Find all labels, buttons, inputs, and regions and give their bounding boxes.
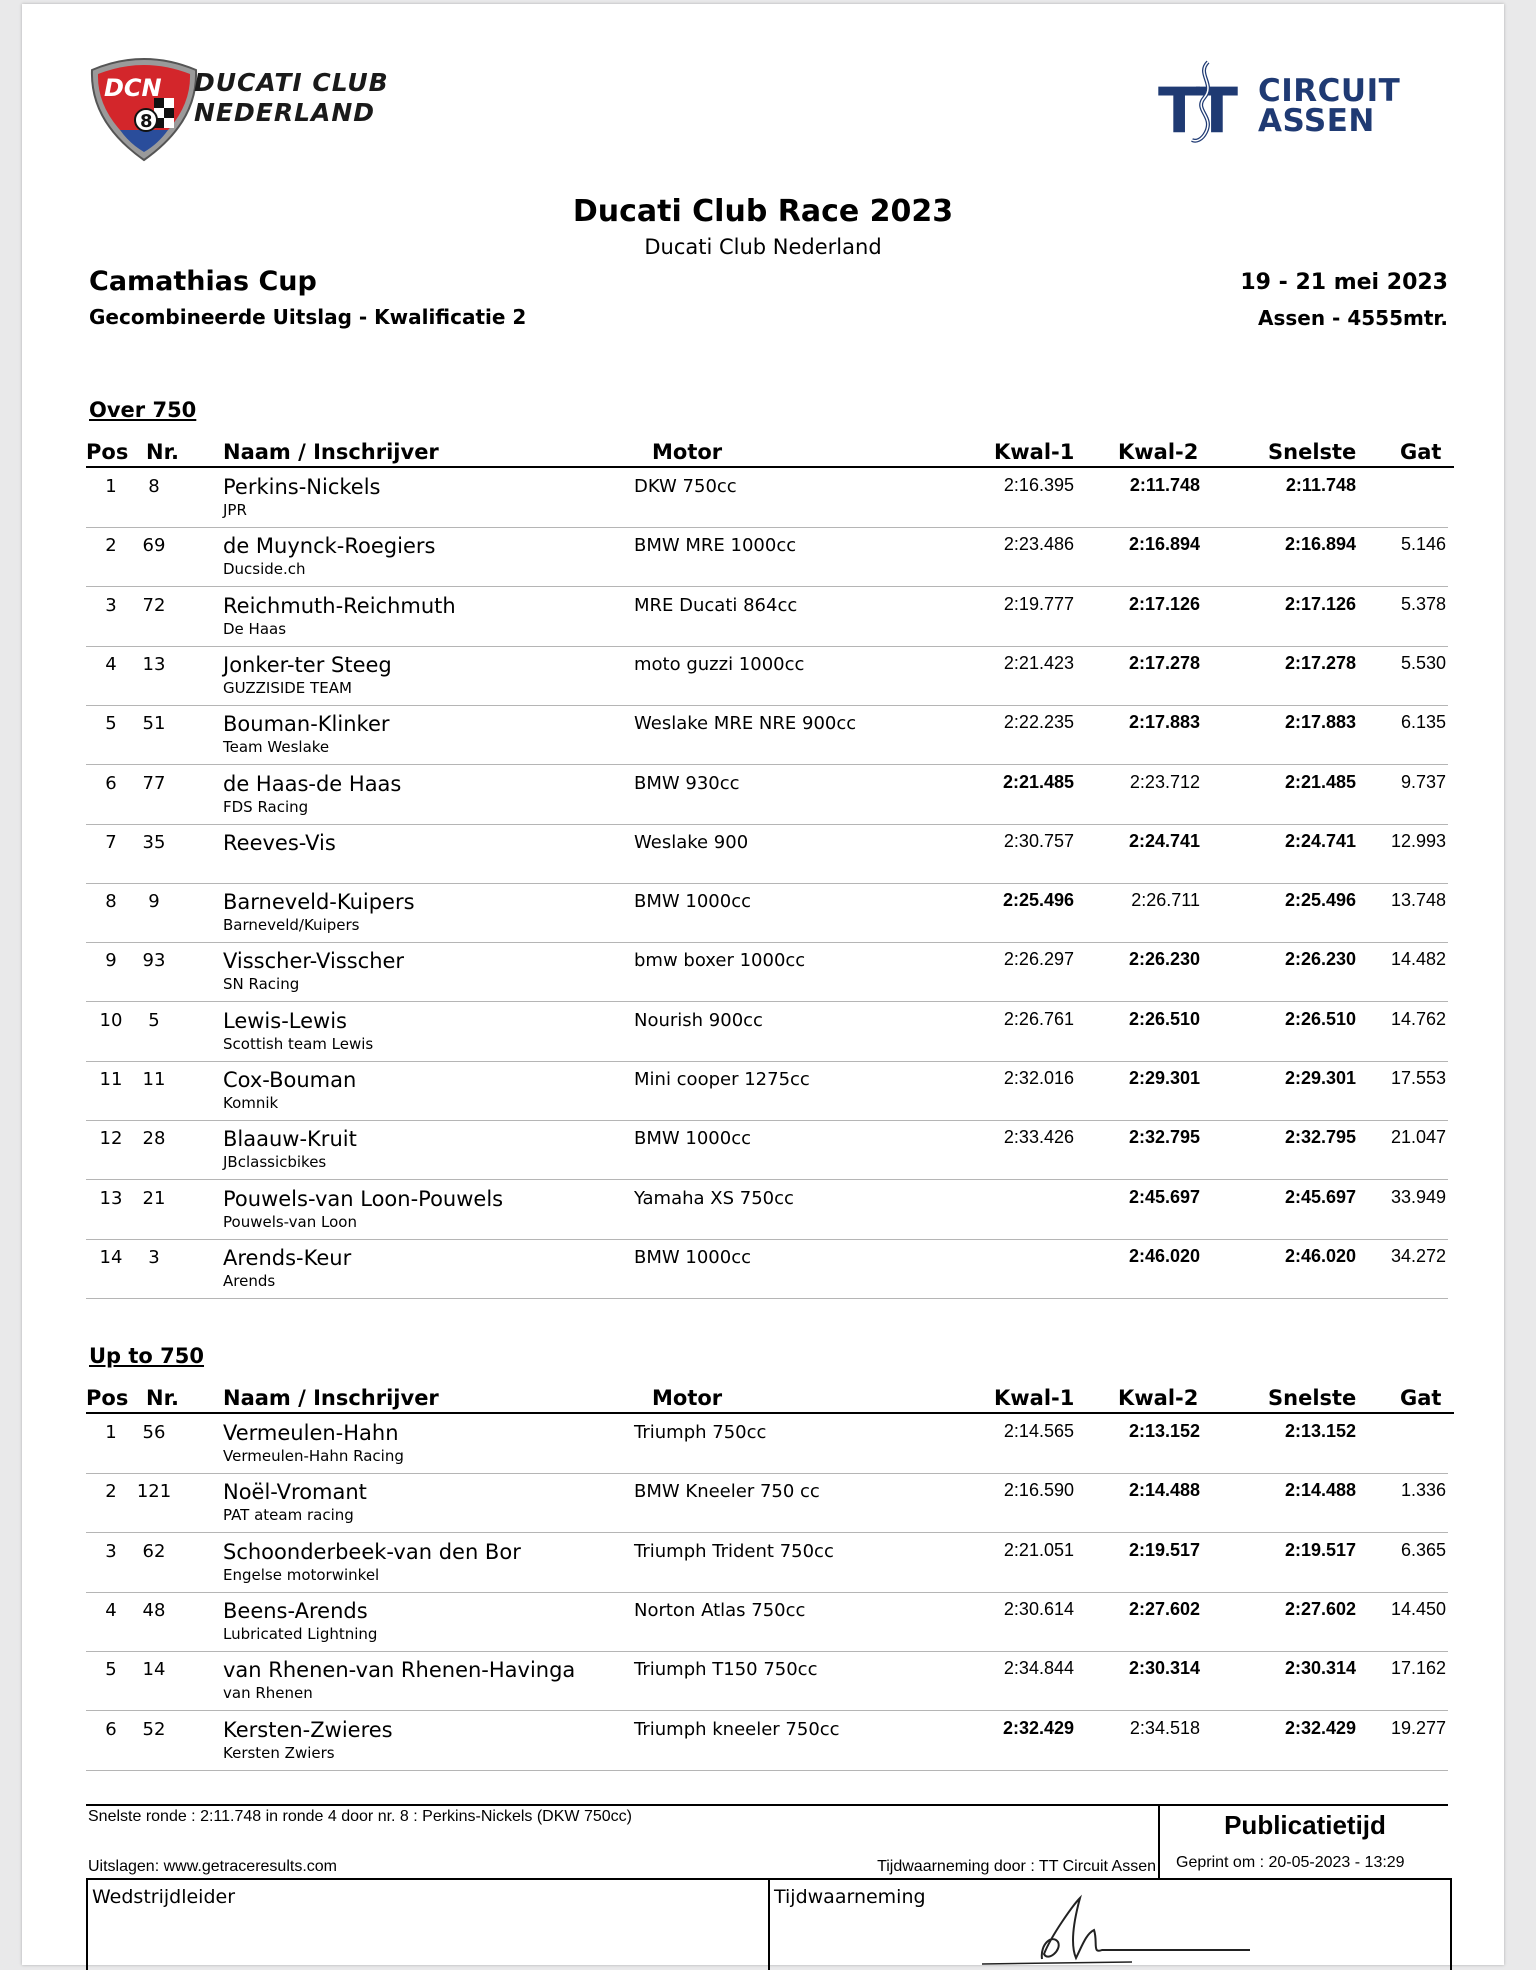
ducati-club-wordmark: DUCATI CLUB NEDERLAND bbox=[194, 68, 389, 127]
cell-name: de Muynck-Roegiers bbox=[223, 534, 436, 559]
cell-snelste: 2:24.741 bbox=[1284, 830, 1356, 851]
cell-snelste: 2:30.314 bbox=[1284, 1658, 1356, 1679]
column-header-motor: Motor bbox=[652, 1386, 723, 1410]
cell-team: Komnik bbox=[223, 1094, 279, 1112]
timing-by: Tijdwaarneming door : TT Circuit Assen bbox=[877, 1858, 1156, 1875]
cell-kwal1: 2:16.395 bbox=[1003, 475, 1074, 495]
cell-motor: bmw boxer 1000cc bbox=[634, 950, 806, 972]
cell-number: 121 bbox=[136, 1481, 172, 1503]
column-header-kwal2: Kwal-2 bbox=[1118, 1386, 1199, 1410]
cell-kwal1: 2:26.297 bbox=[1003, 949, 1074, 970]
column-header-nr: Nr. bbox=[146, 1386, 179, 1410]
cell-motor: Yamaha XS 750cc bbox=[634, 1187, 794, 1209]
cell-gap: 6.135 bbox=[1400, 712, 1446, 733]
column-header-pos: Pos bbox=[86, 440, 129, 464]
cell-kwal2: 2:13.152 bbox=[1128, 1421, 1200, 1441]
cell-snelste: 2:26.510 bbox=[1284, 1008, 1356, 1029]
cell-position: 6 bbox=[105, 1718, 117, 1740]
column-header-nr: Nr. bbox=[146, 440, 179, 464]
table-row bbox=[86, 765, 1448, 825]
cell-name: Reeves-Vis bbox=[223, 830, 336, 855]
table-row bbox=[86, 1711, 1448, 1771]
cell-team: Barneveld/Kuipers bbox=[223, 916, 360, 935]
cell-name: van Rhenen-van Rhenen-Havinga bbox=[223, 1658, 576, 1683]
cell-number: 48 bbox=[142, 1599, 166, 1621]
cell-motor: Mini cooper 1275cc bbox=[634, 1069, 810, 1090]
table-row bbox=[86, 705, 1448, 765]
cell-kwal1: 2:21.051 bbox=[1003, 1539, 1074, 1560]
cell-team: Lubricated Lightning bbox=[223, 1624, 378, 1643]
cell-position: 12 bbox=[99, 1128, 123, 1150]
cell-position: 10 bbox=[99, 1009, 123, 1031]
table-row bbox=[86, 1239, 1448, 1299]
cell-name: Arends-Keur bbox=[223, 1245, 352, 1270]
cell-team: PAT ateam racing bbox=[223, 1506, 354, 1525]
cell-kwal1: 2:25.496 bbox=[1002, 890, 1074, 911]
cell-team: Engelse motorwinkel bbox=[223, 1565, 380, 1584]
cell-gap: 14.482 bbox=[1390, 949, 1446, 970]
cell-position: 3 bbox=[105, 594, 117, 616]
column-header-pos: Pos bbox=[86, 1386, 129, 1410]
cell-kwal1: 2:21.485 bbox=[1002, 771, 1074, 792]
cell-team: Arends bbox=[223, 1271, 276, 1290]
cell-number: 93 bbox=[142, 950, 166, 972]
cell-snelste: 2:17.278 bbox=[1284, 652, 1356, 673]
cell-kwal1: 2:22.235 bbox=[1003, 712, 1074, 733]
cell-gap: 9.737 bbox=[1400, 771, 1446, 792]
column-header-name: Naam / Inschrijver bbox=[223, 440, 439, 464]
cell-number: 21 bbox=[142, 1187, 166, 1209]
cell-kwal2: 2:23.712 bbox=[1129, 771, 1200, 792]
event-dates: 19 - 21 mei 2023 bbox=[1240, 270, 1448, 295]
cell-position: 5 bbox=[105, 1659, 117, 1681]
tt-circuit-assen-logo bbox=[1156, 54, 1266, 146]
cell-gap: 21.047 bbox=[1390, 1127, 1446, 1148]
cell-gap: 34.272 bbox=[1390, 1245, 1446, 1266]
signature-scribble bbox=[982, 1884, 1252, 1969]
session-name: Gecombineerde Uitslag - Kwalificatie 2 bbox=[89, 305, 527, 329]
class-title: Over 750 bbox=[89, 398, 197, 422]
cell-motor: Triumph 750cc bbox=[634, 1422, 767, 1443]
cell-position: 2 bbox=[105, 1481, 117, 1503]
cell-motor: DKW 750cc bbox=[634, 476, 737, 497]
cell-position: 1 bbox=[105, 476, 117, 497]
cell-team: JPR bbox=[223, 501, 247, 519]
cell-number: 52 bbox=[142, 1718, 166, 1740]
table-row bbox=[86, 1533, 1448, 1593]
cell-kwal2: 2:26.711 bbox=[1131, 890, 1200, 911]
cell-number: 28 bbox=[142, 1128, 166, 1150]
cell-name: Kersten-Zwieres bbox=[223, 1717, 393, 1742]
cell-team: van Rhenen bbox=[223, 1684, 313, 1703]
cell-team: JBclassicbikes bbox=[223, 1153, 327, 1172]
cell-name: Reichmuth-Reichmuth bbox=[223, 593, 456, 618]
signature-divider bbox=[768, 1880, 770, 1970]
results-page bbox=[22, 4, 1504, 1965]
cell-gap: 13.748 bbox=[1390, 890, 1446, 911]
cell-snelste: 2:45.697 bbox=[1284, 1186, 1356, 1207]
publication-title: Publicatietijd bbox=[1224, 1810, 1386, 1840]
cell-position: 7 bbox=[105, 831, 117, 853]
ducati-club-logo bbox=[84, 52, 204, 162]
cell-snelste: 2:26.230 bbox=[1284, 949, 1356, 970]
dcn-badge-text: DCN bbox=[104, 74, 162, 102]
cell-gap: 1.336 bbox=[1400, 1480, 1446, 1501]
table-row bbox=[86, 527, 1448, 587]
table-row bbox=[86, 1473, 1448, 1533]
cell-kwal2: 2:32.795 bbox=[1128, 1127, 1200, 1148]
cell-gap: 19.277 bbox=[1390, 1717, 1446, 1738]
cell-number: 72 bbox=[142, 594, 166, 616]
cell-team: Scottish team Lewis bbox=[223, 1034, 374, 1053]
race-director-label: Wedstrijdleider bbox=[92, 1886, 236, 1908]
cell-name: Lewis-Lewis bbox=[223, 1008, 347, 1033]
cell-position: 4 bbox=[105, 1599, 117, 1621]
cell-kwal2: 2:11.748 bbox=[1129, 475, 1200, 495]
cell-name: Bouman-Klinker bbox=[223, 712, 390, 737]
cell-name: Beens-Arends bbox=[223, 1598, 368, 1623]
cell-kwal2: 2:45.697 bbox=[1128, 1186, 1200, 1207]
cell-team: Kersten Zwiers bbox=[223, 1743, 335, 1762]
table-row bbox=[86, 1180, 1448, 1240]
fastest-lap-note: Snelste ronde : 2:11.748 in ronde 4 door nr. 8 : Perkins-Nickels (DKW 750cc) bbox=[88, 1808, 632, 1825]
cell-position: 4 bbox=[105, 653, 117, 675]
cell-kwal2: 2:17.883 bbox=[1128, 712, 1200, 733]
cell-kwal2: 2:26.510 bbox=[1128, 1008, 1200, 1029]
cell-team: Pouwels-van Loon bbox=[223, 1212, 357, 1231]
cell-snelste: 2:21.485 bbox=[1284, 771, 1356, 792]
cell-team: GUZZISIDE TEAM bbox=[223, 678, 352, 697]
cell-name: Jonker-ter Steeg bbox=[223, 652, 392, 677]
event-venue: Assen - 4555mtr. bbox=[1258, 306, 1448, 330]
cell-number: 35 bbox=[142, 831, 166, 853]
cell-position: 11 bbox=[99, 1069, 123, 1090]
cell-motor: BMW 930cc bbox=[634, 772, 740, 794]
cell-gap: 5.378 bbox=[1400, 593, 1446, 614]
cell-kwal1: 2:16.590 bbox=[1003, 1480, 1074, 1501]
cell-motor: Weslake MRE NRE 900cc bbox=[634, 713, 857, 735]
cell-kwal2: 2:30.314 bbox=[1128, 1658, 1200, 1679]
cell-number: 5 bbox=[148, 1009, 160, 1031]
table-row bbox=[86, 1414, 1448, 1474]
cell-motor: BMW Kneeler 750 cc bbox=[634, 1481, 820, 1503]
cell-gap: 14.762 bbox=[1390, 1008, 1446, 1029]
column-header-gat: Gat bbox=[1400, 1386, 1442, 1410]
cell-position: 9 bbox=[105, 950, 117, 972]
table-row bbox=[86, 883, 1448, 943]
cell-snelste: 2:32.795 bbox=[1284, 1127, 1356, 1148]
cell-number: 9 bbox=[148, 891, 160, 913]
cell-motor: BMW 1000cc bbox=[634, 1246, 751, 1268]
cell-number: 11 bbox=[142, 1069, 166, 1090]
cell-snelste: 2:25.496 bbox=[1284, 890, 1356, 911]
table-row bbox=[86, 942, 1448, 1002]
cell-kwal2: 2:46.020 bbox=[1128, 1245, 1200, 1266]
cell-position: 3 bbox=[105, 1540, 117, 1562]
cell-position: 6 bbox=[105, 772, 117, 794]
cell-motor: Norton Atlas 750cc bbox=[634, 1599, 806, 1621]
cell-snelste: 2:27.602 bbox=[1284, 1598, 1356, 1619]
column-header-name: Naam / Inschrijver bbox=[223, 1386, 439, 1410]
cell-kwal2: 2:34.518 bbox=[1129, 1717, 1200, 1738]
cell-position: 1 bbox=[105, 1422, 117, 1443]
class-title: Up to 750 bbox=[89, 1344, 205, 1368]
cell-team: SN Racing bbox=[223, 975, 300, 994]
cell-kwal1: 2:14.565 bbox=[1003, 1421, 1074, 1441]
column-header-motor: Motor bbox=[652, 440, 723, 464]
cell-motor: BMW 1000cc bbox=[634, 1128, 751, 1150]
cell-snelste: 2:14.488 bbox=[1284, 1480, 1356, 1501]
cell-name: Barneveld-Kuipers bbox=[223, 890, 415, 915]
cell-gap: 5.530 bbox=[1400, 652, 1446, 673]
table-row bbox=[86, 1002, 1448, 1062]
cell-number: 3 bbox=[148, 1246, 160, 1268]
column-header-snelste: Snelste bbox=[1268, 1386, 1357, 1410]
cell-kwal2: 2:27.602 bbox=[1128, 1598, 1200, 1619]
cell-kwal1: 2:21.423 bbox=[1003, 652, 1074, 673]
cell-kwal1: 2:19.777 bbox=[1003, 593, 1074, 614]
cell-gap: 6.365 bbox=[1400, 1539, 1446, 1560]
cell-kwal1: 2:32.429 bbox=[1002, 1717, 1074, 1738]
cell-gap: 17.553 bbox=[1390, 1068, 1446, 1088]
cell-position: 8 bbox=[105, 891, 117, 913]
cell-kwal1: 2:33.426 bbox=[1003, 1127, 1074, 1148]
cell-motor: BMW MRE 1000cc bbox=[634, 535, 797, 557]
tt-circuit-wordmark: CIRCUIT ASSEN bbox=[1258, 73, 1401, 139]
cell-motor: Triumph kneeler 750cc bbox=[634, 1718, 840, 1740]
table-row bbox=[86, 1120, 1448, 1180]
cell-position: 2 bbox=[105, 535, 117, 557]
cell-kwal2: 2:17.126 bbox=[1128, 593, 1200, 614]
cell-number: 62 bbox=[142, 1540, 166, 1562]
cell-gap: 5.146 bbox=[1400, 534, 1446, 555]
cell-number: 8 bbox=[148, 476, 160, 497]
cell-snelste: 2:46.020 bbox=[1284, 1245, 1356, 1266]
cell-number: 13 bbox=[142, 653, 166, 675]
results-url: Uitslagen: www.getraceresults.com bbox=[88, 1858, 337, 1875]
cell-kwal1: 2:30.614 bbox=[1003, 1598, 1074, 1619]
cell-gap: 14.450 bbox=[1390, 1598, 1446, 1619]
cell-snelste: 2:32.429 bbox=[1284, 1717, 1356, 1738]
cell-team: FDS Racing bbox=[223, 797, 309, 816]
cell-name: Vermeulen-Hahn bbox=[223, 1421, 399, 1445]
dcn-badge-number: 8 bbox=[140, 111, 153, 132]
table-row bbox=[86, 587, 1448, 647]
table-header bbox=[86, 438, 1454, 468]
cell-name: Cox-Bouman bbox=[223, 1068, 357, 1092]
cell-kwal2: 2:29.301 bbox=[1128, 1068, 1200, 1088]
column-header-snelste: Snelste bbox=[1268, 440, 1357, 464]
cell-snelste: 2:17.883 bbox=[1284, 712, 1356, 733]
cell-snelste: 2:19.517 bbox=[1284, 1539, 1356, 1560]
event-organizer: Ducati Club Nederland bbox=[644, 235, 882, 259]
cell-name: Schoonderbeek-van den Bor bbox=[223, 1539, 521, 1564]
cell-name: Visscher-Visscher bbox=[223, 949, 405, 974]
table-row bbox=[86, 1061, 1448, 1121]
cell-name: Noël-Vromant bbox=[223, 1480, 367, 1505]
cell-snelste: 2:29.301 bbox=[1284, 1068, 1356, 1088]
cell-motor: Nourish 900cc bbox=[634, 1009, 763, 1031]
cell-kwal2: 2:26.230 bbox=[1128, 949, 1200, 970]
cell-number: 69 bbox=[142, 535, 166, 557]
cell-kwal2: 2:19.517 bbox=[1128, 1539, 1200, 1560]
cell-snelste: 2:17.126 bbox=[1284, 593, 1356, 614]
cell-gap: 12.993 bbox=[1390, 830, 1446, 851]
table-row bbox=[86, 646, 1448, 706]
cell-kwal1: 2:30.757 bbox=[1003, 830, 1074, 851]
cell-motor: Weslake 900 bbox=[634, 831, 749, 853]
cell-motor: MRE Ducati 864cc bbox=[634, 594, 798, 616]
table-row bbox=[86, 468, 1448, 528]
cell-motor: BMW 1000cc bbox=[634, 891, 751, 913]
cell-gap: 17.162 bbox=[1390, 1658, 1446, 1679]
cell-name: Perkins-Nickels bbox=[223, 475, 381, 499]
cell-name: de Haas-de Haas bbox=[223, 771, 402, 796]
cell-kwal1: 2:32.016 bbox=[1003, 1068, 1074, 1088]
cell-name: Blaauw-Kruit bbox=[223, 1127, 357, 1152]
cell-position: 14 bbox=[99, 1246, 123, 1268]
cell-motor: Triumph Trident 750cc bbox=[634, 1540, 834, 1562]
cell-kwal2: 2:17.278 bbox=[1128, 652, 1200, 673]
cell-number: 56 bbox=[142, 1422, 166, 1443]
column-header-kwal1: Kwal-1 bbox=[994, 440, 1075, 464]
table-row bbox=[86, 1651, 1448, 1711]
event-title: Ducati Club Race 2023 bbox=[572, 194, 954, 229]
cell-team: Team Weslake bbox=[223, 738, 330, 757]
cup-name: Camathias Cup bbox=[89, 266, 317, 297]
cell-kwal1: 2:23.486 bbox=[1003, 534, 1074, 555]
cell-position: 5 bbox=[105, 713, 117, 735]
cell-kwal2: 2:16.894 bbox=[1128, 534, 1200, 555]
column-header-kwal2: Kwal-2 bbox=[1118, 440, 1199, 464]
cell-motor: Triumph T150 750cc bbox=[634, 1659, 818, 1681]
cell-team: De Haas bbox=[223, 619, 287, 638]
cell-team: Vermeulen-Hahn Racing bbox=[223, 1447, 404, 1465]
column-header-gat: Gat bbox=[1400, 440, 1442, 464]
table-header bbox=[86, 1384, 1454, 1414]
column-header-kwal1: Kwal-1 bbox=[994, 1386, 1075, 1410]
printed-time: Geprint om : 20-05-2023 - 13:29 bbox=[1176, 1854, 1405, 1871]
cell-number: 51 bbox=[142, 713, 166, 735]
cell-number: 77 bbox=[142, 772, 166, 794]
cell-snelste: 2:11.748 bbox=[1285, 475, 1356, 495]
cell-kwal1: 2:26.761 bbox=[1003, 1008, 1074, 1029]
timekeeping-label: Tijdwaarneming bbox=[774, 1886, 926, 1908]
cell-gap: 33.949 bbox=[1390, 1186, 1446, 1207]
cell-kwal2: 2:24.741 bbox=[1128, 830, 1200, 851]
cell-team: Ducside.ch bbox=[223, 560, 306, 579]
table-row bbox=[86, 824, 1448, 884]
tt-mark-text: TT bbox=[1158, 74, 1233, 146]
cell-motor: moto guzzi 1000cc bbox=[634, 653, 805, 675]
cell-kwal1: 2:34.844 bbox=[1003, 1658, 1074, 1679]
cell-name: Pouwels-van Loon-Pouwels bbox=[223, 1186, 504, 1211]
cell-number: 14 bbox=[142, 1659, 166, 1681]
cell-kwal2: 2:14.488 bbox=[1128, 1480, 1200, 1501]
table-row bbox=[86, 1592, 1448, 1652]
cell-snelste: 2:13.152 bbox=[1284, 1421, 1356, 1441]
publication-box bbox=[1158, 1804, 1450, 1878]
cell-position: 13 bbox=[99, 1187, 123, 1209]
cell-snelste: 2:16.894 bbox=[1284, 534, 1356, 555]
